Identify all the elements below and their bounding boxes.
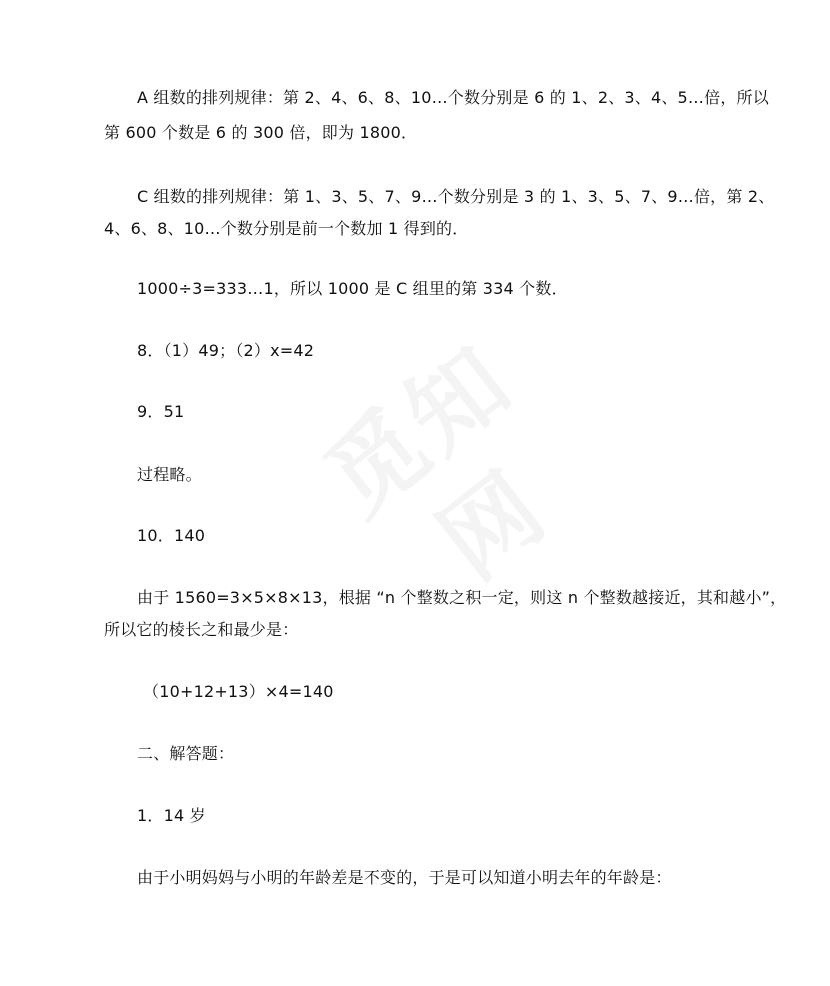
text-line-division: 1000÷3=333…1，所以 1000 是 C 组里的第 334 个数． <box>137 279 568 298</box>
text-line-age-difference: 由于小明妈妈与小明的年龄差是不变的，于是可以知道小明去年的年龄是： <box>137 868 672 887</box>
answer-10: 10．140 <box>137 526 206 545</box>
text-line-edge-sum: 所以它的棱长之和最少是： <box>104 620 299 639</box>
text-line-c-group-rule-cont: 4、6、8、10…个数分别是前一个数加 1 得到的． <box>104 219 469 238</box>
formula-line: （10+12+13）×4=140 <box>143 682 334 701</box>
text-line-c-group-rule: C 组数的排列规律：第 1、3、5、7、9…个数分别是 3 的 1、3、5、7、9…倍，第 2、 <box>137 187 775 206</box>
watermark: 觅知网 <box>304 322 569 601</box>
answer-9: 9．51 <box>137 402 185 421</box>
answer-8: 8．（1）49；（2）x=42 <box>137 341 315 360</box>
section-heading: 二、解答题： <box>137 744 235 763</box>
text-line-a-group-rule: A 组数的排列规律：第 2、4、6、8、10…个数分别是 6 的 1、2、3、4、5…倍，所以 <box>137 88 769 107</box>
answer-1: 1．14 岁 <box>137 806 206 825</box>
text-line-factorization: 由于 1560=3×5×8×13，根据 “n 个整数之积一定，则这 n 个整数越接近，其和越小”， <box>137 588 787 607</box>
text-line-a-group-result: 第 600 个数是 6 的 300 倍，即为 1800． <box>104 123 418 142</box>
process-omitted: 过程略。 <box>137 465 202 484</box>
